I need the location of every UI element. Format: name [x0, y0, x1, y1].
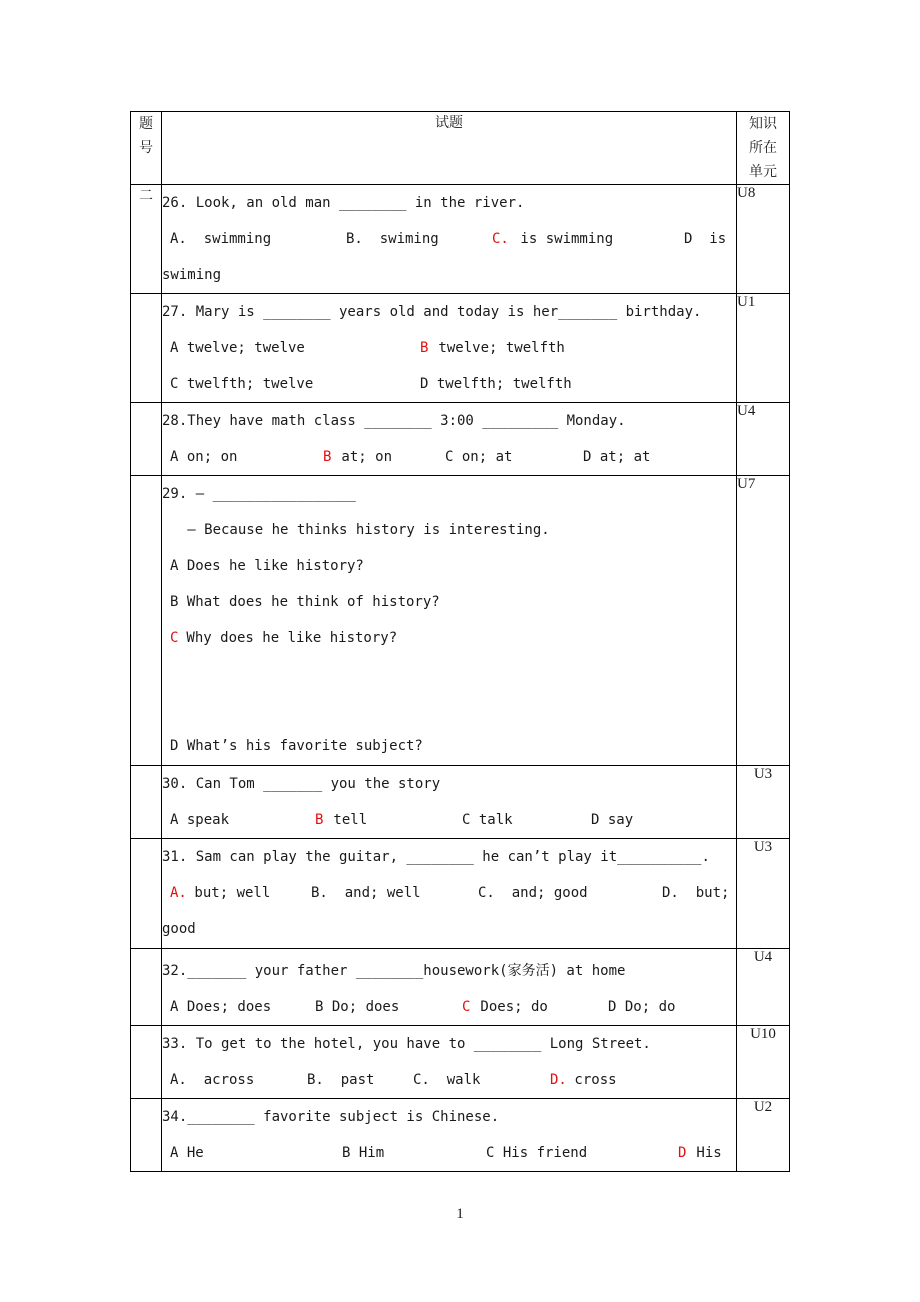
question-cell: [162, 476, 737, 766]
question-cell: [162, 766, 737, 839]
blank-cell: [131, 1099, 162, 1172]
header-number: 题 号: [131, 112, 162, 185]
options-row: [162, 875, 736, 911]
option-c: is swimming: [512, 231, 614, 247]
option-a: A. across: [170, 1072, 255, 1088]
question-cell: [162, 294, 737, 403]
options-row: [162, 1062, 736, 1098]
option-c: C. walk: [413, 1072, 481, 1088]
question-cell: [162, 1099, 737, 1172]
question-cell: [162, 839, 737, 949]
question-row: [131, 1099, 790, 1172]
option-a: A twelve; twelve: [170, 340, 305, 356]
question-row: [131, 766, 790, 839]
options-row: [162, 802, 736, 838]
option-b: twelve; twelfth: [430, 340, 565, 356]
question-stem: 33. To get to the hotel, you have to ________ Long Street.: [162, 1036, 651, 1052]
unit-label: U1: [737, 294, 790, 403]
option-b: B What does he think of history?: [170, 594, 440, 610]
answer-line: — Because he thinks history is interesting.: [162, 522, 550, 538]
option-b: B Him: [342, 1145, 385, 1161]
unit-label: U7: [737, 476, 790, 766]
option-d: D. but;: [662, 885, 730, 901]
option-c: Why does he like history?: [178, 630, 398, 646]
option-b: B. and; well: [311, 885, 421, 901]
option-d: His: [688, 1145, 722, 1161]
answer-marker: B: [420, 340, 429, 356]
blank-cell: [131, 949, 162, 1026]
option-d-continued: swiming: [162, 267, 222, 283]
option-d: D What’s his favorite subject?: [170, 738, 423, 754]
option-d: cross: [566, 1072, 617, 1088]
option-c: C His friend: [486, 1145, 588, 1161]
option-a: A. swimming: [170, 231, 272, 247]
question-stem: 29. — _________________: [162, 486, 356, 502]
blank-cell: [131, 294, 162, 403]
options-row: [162, 1135, 736, 1171]
options-row: [162, 548, 736, 584]
answer-marker: D.: [550, 1072, 567, 1088]
option-a: A Does he like history?: [170, 558, 364, 574]
options-row: [162, 221, 736, 257]
section-number: 二: [131, 185, 162, 294]
options-row: [162, 330, 736, 366]
header-unit: 知识 所在 单元: [737, 112, 790, 185]
answer-marker: C.: [492, 231, 509, 247]
question-cell: [162, 1026, 737, 1099]
unit-label: U4: [737, 949, 790, 1026]
question-stem: 26. Look, an old man ________ in the river.: [162, 195, 525, 211]
question-stem: 34.________ favorite subject is Chinese.: [162, 1109, 500, 1125]
option-c: C talk: [462, 812, 513, 828]
unit-label: U3: [737, 766, 790, 839]
unit-label: U4: [737, 403, 790, 476]
blank-cell: [131, 839, 162, 949]
header-row: [131, 112, 790, 185]
options-row: [162, 439, 736, 475]
question-row: [131, 294, 790, 403]
question-cell: [162, 403, 737, 476]
unit-label: U10: [737, 1026, 790, 1099]
question-stem: 28.They have math class ________ 3:00 _________ Monday.: [162, 413, 626, 429]
option-a: but; well: [186, 885, 271, 901]
question-stem: 27. Mary is ________ years old and today is her_______ birthday.: [162, 304, 702, 320]
option-b: B. swiming: [346, 231, 439, 247]
option-b: tell: [325, 812, 368, 828]
options-row: [162, 366, 736, 402]
options-row: [162, 989, 736, 1025]
blank-cell: [131, 1026, 162, 1099]
answer-marker: B: [323, 449, 332, 465]
option-a: A on; on: [170, 449, 238, 465]
option-a: A speak: [170, 812, 230, 828]
option-a: A He: [170, 1145, 204, 1161]
answer-marker: D: [678, 1145, 687, 1161]
question-row: [131, 839, 790, 949]
question-row: [131, 476, 790, 766]
option-a: A Does; does: [170, 999, 272, 1015]
question-row: [131, 403, 790, 476]
blank-cell: [131, 476, 162, 766]
question-row: [131, 1026, 790, 1099]
question-stem: 32._______ your father ________housework(家务活) at home: [162, 963, 626, 979]
options-row: [162, 728, 736, 764]
question-stem: 30. Can Tom _______ you the story: [162, 776, 441, 792]
question-row: [131, 185, 790, 294]
question-stem: 31. Sam can play the guitar, ________ he can’t play it__________.: [162, 849, 710, 865]
answer-marker: C: [462, 999, 471, 1015]
option-b: at; on: [333, 449, 393, 465]
question-cell: [162, 949, 737, 1026]
option-b: B. past: [307, 1072, 375, 1088]
option-d: D twelfth; twelfth: [420, 376, 572, 392]
unit-label: U8: [737, 185, 790, 294]
answer-marker: B: [315, 812, 324, 828]
option-c: C. and; good: [478, 885, 588, 901]
option-d: D is: [684, 231, 727, 247]
question-row: [131, 949, 790, 1026]
header-question: 试题: [162, 112, 737, 185]
quiz-table: [130, 111, 790, 1172]
blank-cell: [131, 766, 162, 839]
option-c: Does; do: [472, 999, 548, 1015]
option-d-continued: good: [162, 921, 196, 937]
answer-marker: C: [170, 630, 179, 646]
options-row: [162, 620, 736, 656]
unit-label: U3: [737, 839, 790, 949]
page-number: 1: [456, 1206, 464, 1222]
option-d: D Do; do: [608, 999, 676, 1015]
question-cell: [162, 185, 737, 294]
option-c: C on; at: [445, 449, 513, 465]
option-d: D at; at: [583, 449, 651, 465]
option-d: D say: [591, 812, 634, 828]
spacer: [162, 656, 736, 728]
unit-label: U2: [737, 1099, 790, 1172]
option-c: C twelfth; twelve: [170, 376, 314, 392]
options-row: [162, 584, 736, 620]
option-b: B Do; does: [315, 999, 400, 1015]
answer-marker: A.: [170, 885, 187, 901]
blank-cell: [131, 403, 162, 476]
